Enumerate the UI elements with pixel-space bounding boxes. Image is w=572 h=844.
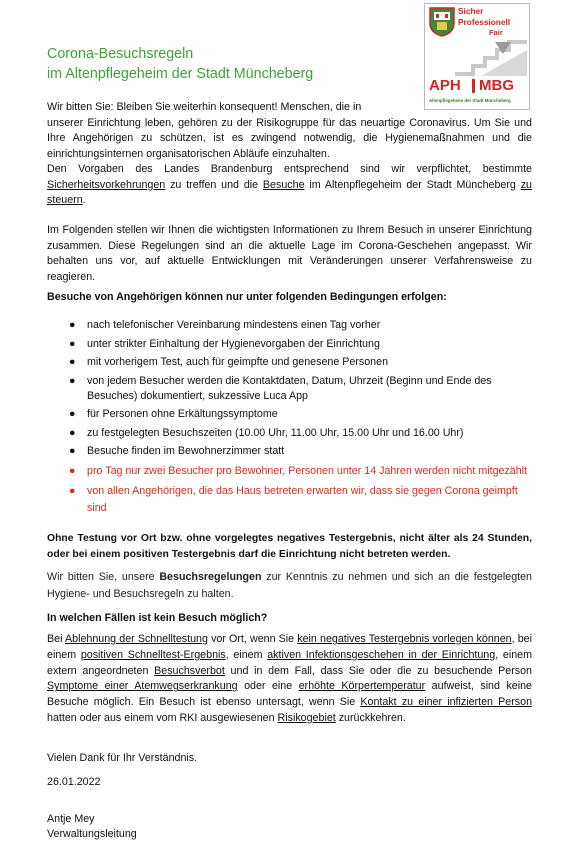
logo-aph-text: APH [429, 77, 461, 94]
info-text: Im Folgenden stellen wir Ihnen die wichtigsten Informationen zu Ihrem Besuch in unserer Einrichtung zusammen. Diese Regelungen sind an die aktuelle Lage im Corona-Geschehen angepasst. Wir behalten uns vor, auf aktuelle Entwicklungen mit Veränderungen unserer Verfahrensweise zu reagieren. [47, 224, 532, 283]
no-visit-paragraph [47, 632, 532, 727]
list-item [47, 337, 532, 352]
title-line-1: Corona-Besuchsregeln [47, 46, 194, 62]
logo-subtitle: Altenpflegeheim der Stadt Müncheberg [429, 98, 511, 103]
list-item [47, 355, 532, 370]
nv-u3: positiven Schnelltest-Ergebnis [80, 648, 226, 661]
nv-t4: , einem [225, 648, 268, 661]
intro-section [47, 100, 532, 209]
acknowledge-text [47, 569, 532, 603]
nv-u2: kein negatives Testergebnis vorlegen können [297, 633, 512, 645]
intro-text-c: im Altenpflegeheim der Stadt Müncheberg [304, 178, 521, 191]
nv-u5: Besuchsverbot [154, 664, 225, 677]
info-paragraph [47, 223, 532, 285]
list-item [47, 426, 532, 441]
list-item [47, 463, 532, 480]
visits-text: Besuche [262, 178, 305, 191]
nv-t8: aufweist, sind keine Besuche möglich. Ein Besuch ist ebenso untersagt, wenn Sie [47, 680, 532, 709]
warning-paragraph: Ohne Testung vor Ort bzw. ohne vorgelegtes negatives Testergebnis, nicht älter als 24 Stunden, oder bei einem positiven Testergebnis darf die Einrichtung nicht betreten werden. [47, 533, 532, 560]
bullet-icon: ● [69, 356, 76, 368]
list-item [47, 483, 532, 517]
intro-rest: unserer Einrichtung leben, gehören zu der Risikogruppe für das neuartige Coronavirus. Um Sie und Ihre Angehörigen zu schützen, ist es zwingend notwendig, die Hygienemaßnahmen und die einrichtungsinternen organisatorischen Abläufe einzuhalten. [47, 116, 532, 160]
intro-text-d: . [82, 194, 86, 206]
ack-text-c: zur Kenntnis zu nehmen und sich an die festgelegten Hygiene- und Besuchsregeln zu halten. [47, 571, 532, 600]
condition-text: pro Tag nur zwei Besucher pro Bewohner, Personen unter 14 Jahren werden nicht mitgezählt [87, 464, 528, 477]
intro-paragraph-1 [47, 100, 532, 162]
signature-role: Verwaltungsleitung [47, 828, 137, 840]
ack-text-a: Wir bitten Sie, unsere [47, 571, 160, 583]
conditions-list [47, 318, 532, 517]
thanks-text: Vielen Dank für Ihr Verständnis. [47, 752, 198, 764]
list-item [47, 407, 532, 422]
page-title [47, 44, 313, 84]
list-item [47, 374, 532, 404]
conditions-heading: Besuche von Angehörigen können nur unter folgenden Bedingungen erfolgen: [47, 291, 447, 303]
list-item [47, 318, 532, 333]
title-line-2: im Altenpflegeheim der Stadt Müncheberg [47, 66, 314, 82]
condition-text: für Personen ohne Erkältungssymptome [87, 408, 278, 420]
stairs-graphic-icon [455, 40, 527, 76]
nv-t3: , bei einem [47, 633, 532, 661]
steer-text: zu steuern [47, 178, 532, 206]
nv-u9: Risikogebiet [277, 711, 336, 724]
nv-t9: hatten oder aus einem vom RKI ausgewiesenen [47, 711, 278, 724]
nv-t1: Bei [47, 633, 65, 645]
acknowledge-paragraph [47, 569, 532, 603]
nv-t5: , einem extern angeordneten [47, 648, 532, 677]
nv-t10: zurückkehren. [335, 711, 406, 724]
condition-text: von jedem Besucher werden die Kontaktdaten, Datum, Uhrzeit (Beginn und Ende des Besuches) dokumentiert, sukzessive Luca App [87, 374, 492, 402]
intro-first-line: Wir bitten Sie: Bleiben Sie weiterhin konsequent! Menschen, die in [47, 101, 362, 113]
organization-logo [424, 3, 530, 110]
bullet-icon: ● [69, 485, 76, 497]
condition-text: zu festgelegten Besuchszeiten (10.00 Uhr, 11.00 Uhr, 15.00 Uhr und 16.00 Uhr) [87, 426, 464, 439]
condition-text: nach telefonischer Vereinbarung mindestens einen Tag vorher [87, 319, 381, 331]
nv-t7: oder eine [237, 680, 299, 693]
nv-t6: und in dem Fall, dass Sie oder die zu besuchende Person [224, 664, 532, 677]
ack-bold: Besuchsregelungen [159, 571, 262, 583]
no-visit-text [47, 632, 532, 727]
bullet-icon: ● [69, 337, 76, 350]
bullet-icon: ● [69, 319, 76, 331]
condition-text: Besuche finden im Bewohnerzimmer statt [87, 445, 285, 457]
security-measures-text: Sicherheitsvorkehrungen [47, 178, 166, 191]
list-item [47, 444, 532, 459]
logo-mbg-text: MBG [479, 77, 514, 94]
bullet-icon: ● [69, 426, 76, 439]
bullet-icon: ● [69, 445, 76, 457]
logo-text-line-3: Fair [489, 28, 503, 37]
intro-text-b: zu treffen und die [165, 178, 263, 191]
condition-text: unter strikter Einhaltung der Hygienevorgaben der Einrichtung [87, 337, 380, 350]
bullet-icon: ● [69, 374, 76, 387]
nv-t2: vor Ort, wenn Sie [207, 633, 298, 645]
town-shield-icon [429, 7, 455, 37]
nv-u6: Symptome einer Atemwegserkrankung [47, 680, 238, 693]
bullet-icon: ● [69, 408, 76, 420]
logo-divider [472, 79, 475, 93]
bullet-icon: ● [69, 464, 76, 477]
no-visit-heading: In welchen Fällen ist kein Besuch möglich? [47, 612, 268, 624]
intro-text-a: Den Vorgaben des Landes Brandenburg entsprechend sind wir verpflichtet, bestimmte [47, 163, 532, 175]
logo-text-line-2: Professionell [458, 17, 511, 27]
date-text: 26.01.2022 [47, 776, 101, 788]
nv-u4: aktiven Infektionsgeschehen in der Einrichtung [267, 648, 496, 661]
intro-paragraph-2 [47, 162, 532, 209]
nv-u7: erhöhte Körpertemperatur [298, 680, 426, 693]
signature-name: Antje Mey [47, 813, 95, 825]
nv-u1: Ablehnung der Schnelltestung [65, 633, 208, 645]
condition-text: von allen Angehörigen, die das Haus betreten erwarten wir, dass sie gegen Corona geimpft sind [87, 485, 518, 514]
nv-u8: Kontakt zu einer infizierten Person [360, 696, 533, 709]
condition-text: mit vorherigem Test, auch für geimpfte und genesene Personen [87, 356, 389, 368]
logo-text-line-1: Sicher [458, 6, 484, 16]
